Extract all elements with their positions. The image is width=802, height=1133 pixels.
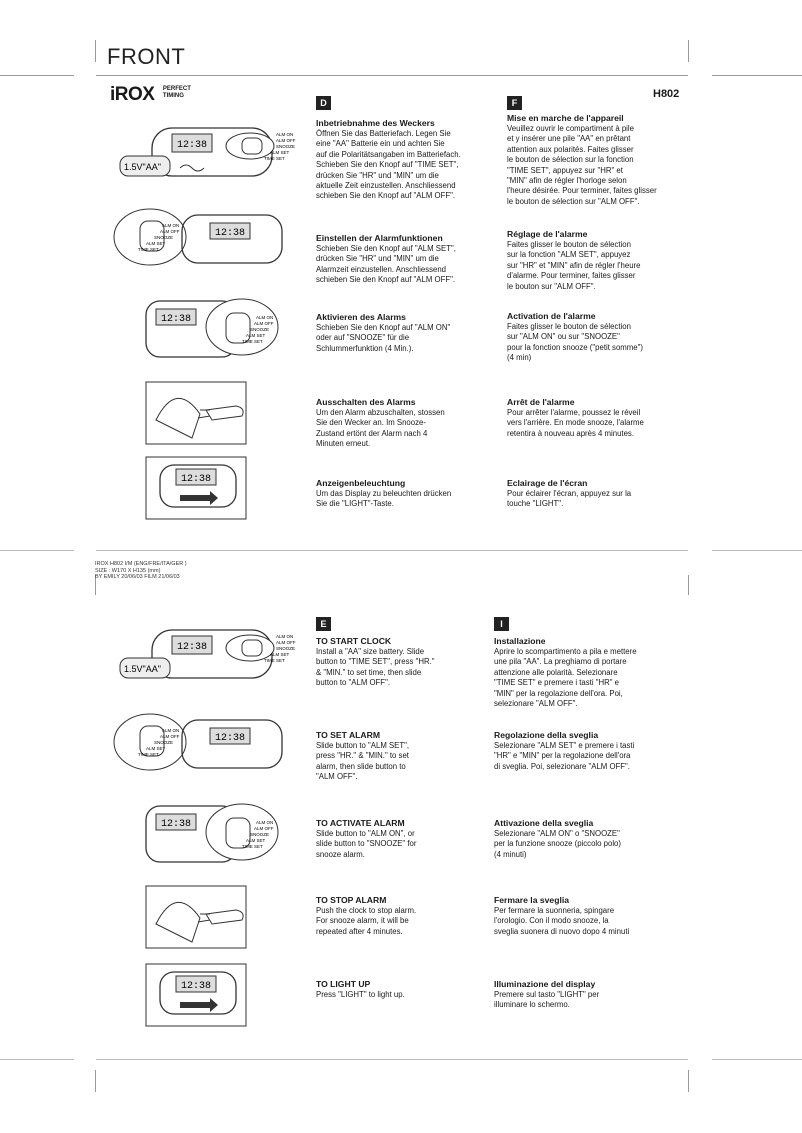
switch-label: ALM OFF bbox=[160, 734, 180, 739]
switch-label: SNOOZE bbox=[250, 832, 270, 837]
section-body: Slide button to "ALM SET", press "HR." & "MIN." to set alarm, then slide button to "ALM OFF". bbox=[316, 741, 410, 782]
lcd-digits: 12:38 bbox=[180, 981, 212, 992]
section-title: TO SET ALARM bbox=[316, 730, 380, 740]
fr-section-3 bbox=[507, 311, 687, 364]
section-title: Regolazione della sveglia bbox=[494, 730, 599, 740]
section-title: Aktivieren des Alarms bbox=[316, 312, 406, 322]
section-title: TO ACTIVATE ALARM bbox=[316, 818, 405, 828]
switch-label: TIME SET bbox=[138, 752, 159, 757]
de-section-1 bbox=[316, 118, 496, 202]
switch-label: SNOOZE bbox=[250, 327, 270, 332]
en-section-1 bbox=[316, 636, 496, 689]
section-title: Fermare la sveglia bbox=[494, 895, 570, 905]
figure-insert-battery bbox=[110, 118, 296, 198]
section-body: Selezionare "ALM ON" o "SNOOZE" per la funzione snooze (piccolo polo) (4 minuti) bbox=[494, 829, 621, 859]
section-body: Press "LIGHT" to light up. bbox=[316, 990, 405, 999]
model-number: H802 bbox=[653, 88, 680, 100]
lcd-digits: 12:38 bbox=[176, 642, 208, 653]
figure-insert-battery bbox=[110, 622, 296, 702]
switch-label: TIME SET bbox=[264, 156, 285, 161]
switch-label: SNOOZE bbox=[276, 646, 296, 651]
section-body: Aprire lo scompartimento a pila e mettere une pila "AA". La preghiamo di portare attenzione alle polarità. Selezionare "TIME SET" e premere i tasti "HR" e "MIN" per la regolazione dell'ora. Poi, selezionare "ALM OFF". bbox=[494, 647, 637, 709]
section-body: Pour arrêter l'alarme, poussez le réveil vers l'arrière. En mode snooze, l'alarme retentira à nouveau après 4 minutes. bbox=[507, 408, 644, 438]
slug-line: BY EMILY 20/06/03 FILM 21/06/03 bbox=[95, 574, 180, 580]
section-body: Faites glisser le bouton de sélection sur la fonction "ALM SET", appuyez sur "HR" et "MIN" afin de régler l'heure d'alarme. Pour terminer, faites glisser le bouton sur "ALM OFF". bbox=[507, 240, 641, 291]
switch-label: SNOOZE bbox=[154, 235, 174, 240]
de-section-2 bbox=[316, 233, 496, 286]
fold-line bbox=[96, 550, 688, 551]
switch-label: ALM ON bbox=[256, 315, 274, 320]
crop-line bbox=[0, 1059, 74, 1060]
section-title: Eclairage de l'écran bbox=[507, 478, 588, 488]
lcd-digits: 12:38 bbox=[180, 474, 212, 485]
switch-label: SNOOZE bbox=[276, 144, 296, 149]
crop-line bbox=[96, 1059, 688, 1060]
figure-stop-alarm bbox=[110, 380, 290, 450]
slug-line: IROX H802 I/M (ENG/FRE/ITA/GER ) bbox=[95, 561, 187, 567]
de-section-5 bbox=[316, 478, 496, 510]
en-section-3 bbox=[316, 818, 496, 860]
switch-label: ALM OFF bbox=[276, 138, 296, 143]
section-title: Activation de l'alarme bbox=[507, 311, 596, 321]
section-body: Push the clock to stop alarm. For snooze alarm, it will be repeated after 4 minutes. bbox=[316, 906, 417, 936]
fr-section-2 bbox=[507, 229, 687, 292]
switch-label: ALM ON bbox=[276, 132, 294, 137]
section-body: Öffnen Sie das Batteriefach. Legen Sie eine "AA" Batterie ein und achten Sie auf die Polaritätsangaben im Batteriefach. Schieben Sie den Knopf auf "TIME SET", drücken Sie "HR" und "MIN" um die aktuelle Zeit einzustellen. Anschliessend schieben Sie den Knopf auf "ALM OFF". bbox=[316, 129, 461, 201]
crop-line bbox=[712, 1059, 802, 1060]
crop-mark bbox=[95, 40, 96, 62]
section-title: Inbetriebnahme des Weckers bbox=[316, 118, 435, 128]
switch-label: TIME SET bbox=[242, 339, 263, 344]
badge-german: D bbox=[316, 96, 331, 110]
crop-line bbox=[0, 75, 74, 76]
switch-label: ALM SET bbox=[270, 652, 290, 657]
fr-section-5 bbox=[507, 478, 687, 510]
it-section-1 bbox=[494, 636, 686, 709]
section-title: Attivazione della sveglia bbox=[494, 818, 594, 828]
crop-mark bbox=[688, 40, 689, 62]
it-section-2 bbox=[494, 730, 686, 772]
section-title: TO START CLOCK bbox=[316, 636, 392, 646]
de-section-3 bbox=[316, 312, 496, 354]
section-body: Slide button to "ALM ON", or slide button to "SNOOZE" for snooze alarm. bbox=[316, 829, 417, 859]
switch-label: ALM ON bbox=[276, 634, 294, 639]
badge-french: F bbox=[507, 96, 522, 110]
crop-mark bbox=[688, 575, 689, 595]
figure-light-up bbox=[110, 962, 290, 1032]
section-body: Faites glisser le bouton de sélection sur "ALM ON" ou sur "SNOOZE" pour la fonction snooze ("petit somme") (4 min) bbox=[507, 322, 643, 363]
crop-line bbox=[712, 75, 802, 76]
switch-label: ALM OFF bbox=[254, 321, 274, 326]
it-section-4 bbox=[494, 895, 686, 937]
section-body: Schieben Sie den Knopf auf "ALM ON" oder auf "SNOOZE" für die Schlummerfunktion (4 Min.). bbox=[316, 323, 451, 353]
figure-set-alarm bbox=[110, 205, 290, 280]
section-body: Um den Alarm abzuschalten, stossen Sie den Wecker an. Im Snooze- Zustand ertönt der Alarm nach 4 Minuten erneut. bbox=[316, 408, 445, 449]
switch-label: ALM OFF bbox=[276, 640, 296, 645]
switch-label: ALM SET bbox=[146, 241, 166, 246]
fr-section-4 bbox=[507, 397, 687, 439]
section-body: Pour éclairer l'écran, appuyez sur la touche "LIGHT". bbox=[507, 489, 632, 509]
figure-set-alarm bbox=[110, 710, 290, 785]
slug-line: SIZE : W170 X H135 (mm) bbox=[95, 567, 161, 574]
print-slug bbox=[95, 561, 187, 581]
battery-label: 1.5V"AA" bbox=[124, 664, 161, 674]
section-title: Illuminazione del display bbox=[494, 979, 596, 989]
fold-line bbox=[712, 550, 802, 551]
section-title: TO LIGHT UP bbox=[316, 979, 371, 989]
it-section-3 bbox=[494, 818, 686, 860]
switch-label: SNOOZE bbox=[154, 740, 174, 745]
section-title: Arrêt de l'alarme bbox=[507, 397, 575, 407]
lcd-digits: 12:38 bbox=[160, 314, 192, 325]
switch-label: ALM SET bbox=[146, 746, 166, 751]
de-section-4 bbox=[316, 397, 496, 450]
section-title: Ausschalten des Alarms bbox=[316, 397, 416, 407]
logo-wordmark: iROX bbox=[110, 84, 155, 105]
it-section-5 bbox=[494, 979, 686, 1011]
logo-tagline: PERFECT TIMING bbox=[162, 86, 191, 99]
section-body: Install a "AA" size battery. Slide button to "TIME SET", press "HR." & "MIN." to set time, then slide button to "ALM OFF". bbox=[316, 647, 435, 688]
switch-label: ALM ON bbox=[162, 728, 180, 733]
section-body: Schieben Sie den Knopf auf "ALM SET", drücken Sie "HR" und "MIN" um die Alarmzeit einzustellen. Anschliessend schieben Sie den Knopf auf "ALM OFF". bbox=[316, 244, 456, 285]
switch-label: ALM OFF bbox=[254, 826, 274, 831]
lcd-digits: 12:38 bbox=[160, 819, 192, 830]
section-title: Réglage de l'alarme bbox=[507, 229, 588, 239]
page-title: FRONT bbox=[107, 44, 186, 69]
switch-label: ALM SET bbox=[246, 333, 266, 338]
section-title: Anzeigenbeleuchtung bbox=[316, 478, 406, 488]
badge-english: E bbox=[316, 617, 331, 631]
crop-mark bbox=[95, 1070, 96, 1092]
figure-activate-alarm bbox=[110, 295, 290, 365]
switch-label: TIME SET bbox=[138, 247, 159, 252]
lcd-digits: 12:38 bbox=[176, 140, 208, 151]
switch-label: TIME SET bbox=[242, 844, 263, 849]
fr-section-1 bbox=[507, 113, 687, 207]
en-section-4 bbox=[316, 895, 496, 937]
section-body: Premere sul tasto "LIGHT" per illuminare lo schermo. bbox=[494, 990, 600, 1010]
crop-line bbox=[96, 75, 688, 76]
section-title: Installazione bbox=[494, 636, 546, 646]
section-body: Selezionare "ALM SET" e premere i tasti "HR" e "MIN" per la regolazione dell'ora di sveglia. Poi, selezionare "ALM OFF". bbox=[494, 741, 635, 771]
lcd-digits: 12:38 bbox=[214, 228, 246, 239]
lcd-digits: 12:38 bbox=[214, 733, 246, 744]
badge-italian: I bbox=[494, 617, 509, 631]
fold-line bbox=[0, 550, 74, 551]
section-title: TO STOP ALARM bbox=[316, 895, 387, 905]
battery-label: 1.5V"AA" bbox=[124, 162, 161, 172]
switch-label: ALM SET bbox=[270, 150, 290, 155]
switch-label: ALM SET bbox=[246, 838, 266, 843]
en-section-5 bbox=[316, 979, 496, 1000]
section-body: Veuillez ouvrir le compartiment à pile et y insérer une pile "AA" en prêtant attention aux polarités. Faites glisser le bouton de sélection sur la fonction "TIME SET", appuyez sur "HR" et "MIN" afin de régler l'horloge selon l'heure désirée. Pour terminer, faites glisser le bouton de sélection sur "ALM OFF". bbox=[507, 124, 657, 206]
section-body: Um das Display zu beleuchten drücken Sie die "LIGHT"-Taste. bbox=[316, 489, 452, 509]
figure-activate-alarm bbox=[110, 800, 290, 870]
section-body: Per fermare la suonneria, spingare l'orologio. Con il modo snooze, la sveglia suonera di nuovo dopo 4 minuti bbox=[494, 906, 630, 936]
crop-mark bbox=[688, 1070, 689, 1092]
section-title: Einstellen der Alarmfunktionen bbox=[316, 233, 443, 243]
figure-stop-alarm bbox=[110, 884, 290, 954]
en-section-2 bbox=[316, 730, 496, 783]
switch-label: ALM ON bbox=[162, 223, 180, 228]
section-title: Mise en marche de l'appareil bbox=[507, 113, 624, 123]
brand-logo bbox=[110, 84, 191, 108]
switch-label: ALM OFF bbox=[160, 229, 180, 234]
switch-label: ALM ON bbox=[256, 820, 274, 825]
switch-label: TIME SET bbox=[264, 658, 285, 663]
figure-light-up bbox=[110, 455, 290, 525]
